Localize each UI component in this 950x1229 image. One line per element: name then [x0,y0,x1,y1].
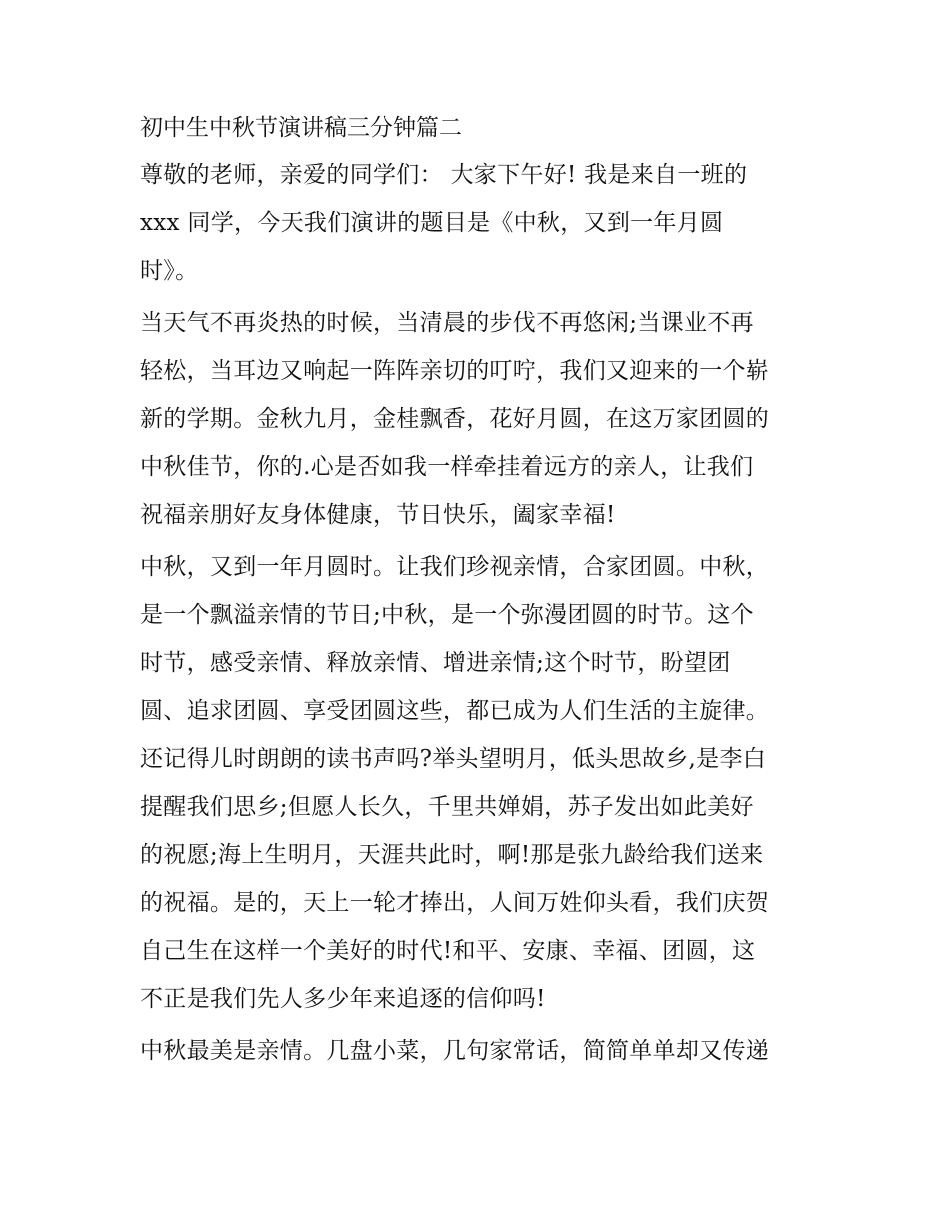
paragraph-family [140,1027,830,1075]
paragraph-reunion [140,543,830,1023]
text-line: 圆、追求团圆、享受团圆这些，都已成为人们生活的主旋律。 [140,698,770,724]
text-line: 中秋最美是亲情。几盘小菜，几句家常话，简简单单却又传递 [140,1038,770,1064]
document-title: 初中生中秋节演讲稿三分钟篇二 [140,115,462,141]
document-body [140,113,830,1079]
text-line: 尊敬的老师，亲爱的同学们： 大家下午好! 我是来自一班的 [140,162,748,188]
text-line: 提醒我们思乡;但愿人长久，千里共婵娟，苏子发出如此美好 [140,794,754,820]
text-line: 不正是我们先人多少年来追逐的信仰吗! [140,986,546,1012]
text-line: 还记得儿时朗朗的读书声吗?举头望明月，低头思故乡,是李白 [140,746,767,772]
text-line: 时》。 [140,258,199,284]
text-line: 的祝愿;海上生明月，天涯共此时，啊!那是张九龄给我们送来 [140,842,764,868]
text-line: 是一个飘溢亲情的节日;中秋，是一个弥漫团圆的时节。这个 [140,602,754,628]
text-line: xxx 同学，今天我们演讲的题目是《中秋，又到一年月圆 [140,210,724,236]
text-line: 时节，感受亲情、释放亲情、增进亲情;这个时节，盼望团 [140,650,731,676]
text-line: 的祝福。是的，天上一轮才捧出，人间万姓仰头看，我们庆贺 [140,890,770,916]
paragraph-autumn [140,299,830,539]
text-line: 轻松，当耳边又响起一阵阵亲切的叮咛，我们又迎来的一个崭 [140,358,770,384]
text-line: 自己生在这样一个美好的时代!和平、安康、幸福、团圆，这 [140,938,756,964]
text-line: 中秋，又到一年月圆时。让我们珍视亲情，合家团圆。中秋， [140,554,770,580]
paragraph-greeting [140,151,830,295]
text-line: 当天气不再炎热的时候，当清晨的步伐不再悠闲;当课业不再 [140,310,754,336]
text-line: 中秋佳节，你的.心是否如我一样牵挂着远方的亲人，让我们 [140,454,754,480]
text-line: 祝福亲朋好友身体健康，节日快乐，阖家幸福! [140,502,616,528]
text-line: 新的学期。金秋九月，金桂飘香，花好月圆，在这万家团圆的 [140,406,770,432]
